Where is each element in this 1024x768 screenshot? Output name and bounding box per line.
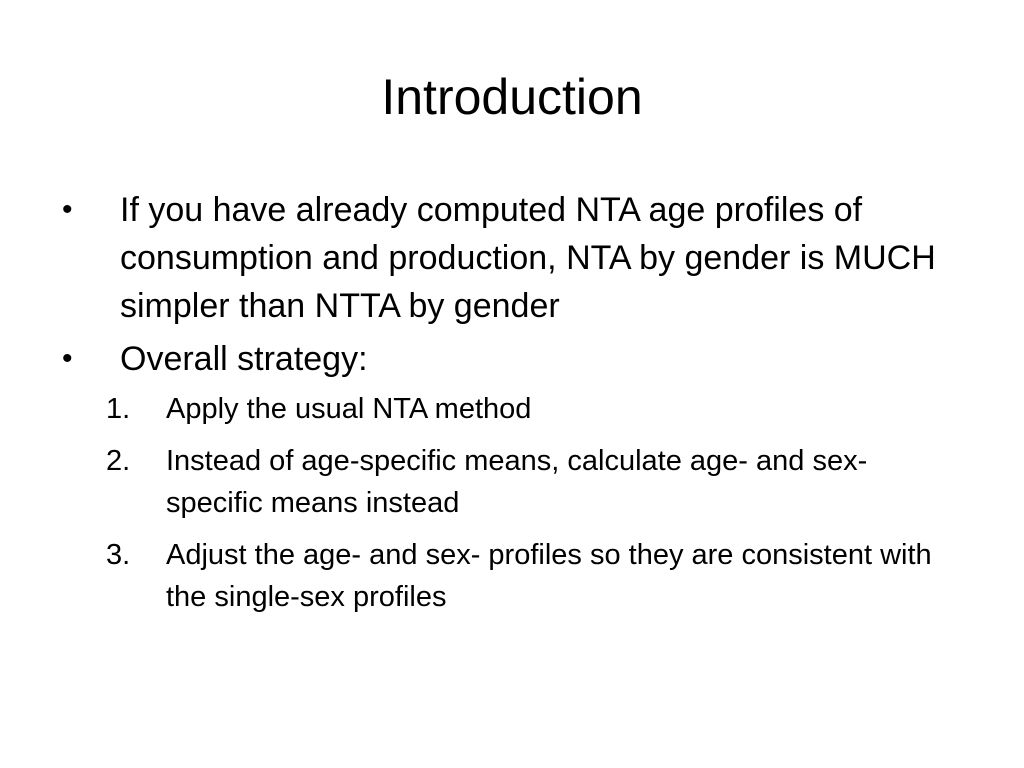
step-text: Apply the usual NTA method xyxy=(166,393,532,425)
bullet-text: If you have already computed NTA age profiles of consumption and production, NTA by gender is MUCH simpler than NTTA by gender xyxy=(120,191,936,325)
step-text: Instead of age-specific means, calculate age- and sex-specific means instead xyxy=(166,445,868,519)
bullet-marker: • xyxy=(62,342,73,375)
slide-body xyxy=(0,186,1024,628)
slide-title: Introduction xyxy=(381,69,643,125)
bullet-item xyxy=(0,186,1024,330)
step-text: Adjust the age- and sex- profiles so they are consistent with the single-sex profiles xyxy=(166,539,932,613)
numbered-item xyxy=(0,388,1024,430)
bullet-text: Overall strategy: xyxy=(120,340,368,378)
step-number: 1. xyxy=(106,393,131,425)
bullet-item xyxy=(0,335,1024,383)
step-number: 2. xyxy=(106,445,131,477)
bullet-marker: • xyxy=(62,193,73,226)
numbered-item xyxy=(0,440,1024,524)
step-number: 3. xyxy=(106,539,131,571)
numbered-item xyxy=(0,534,1024,618)
